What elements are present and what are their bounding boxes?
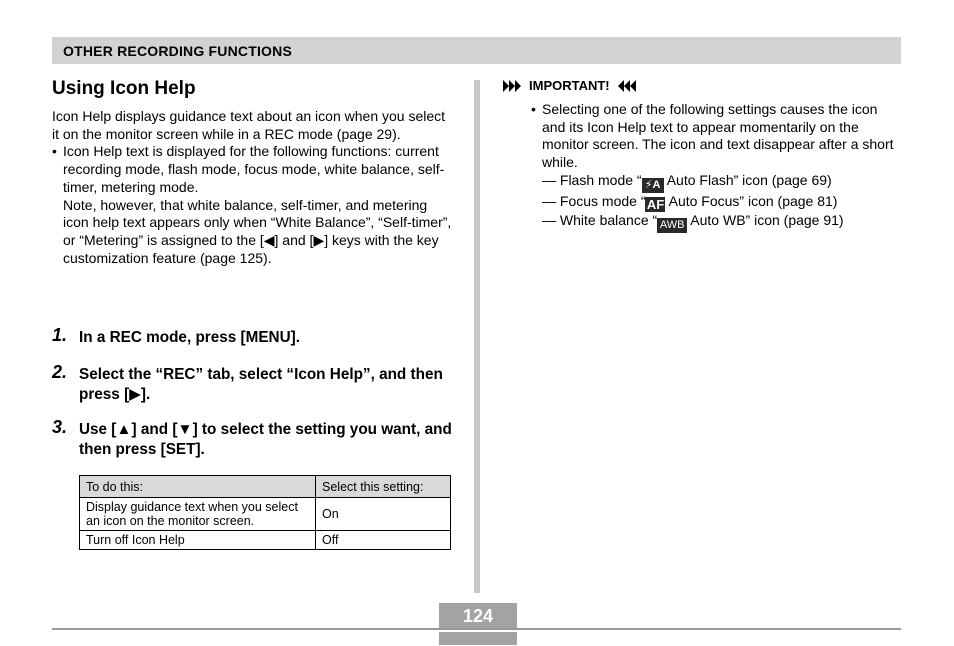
setting-item	[542, 172, 901, 193]
right-column	[503, 78, 903, 231]
table-cell: Display guidance text when you select an icon on the monitor screen.	[80, 498, 316, 531]
table-cell: Turn off Icon Help	[80, 531, 316, 550]
step-2	[52, 362, 452, 405]
step-3	[52, 417, 452, 460]
table-row	[80, 498, 451, 531]
step-number: 2.	[52, 362, 68, 382]
important-heading	[503, 78, 903, 93]
page-number-box	[439, 603, 517, 645]
setting-suffix: Auto Focus” icon (page 81)	[665, 192, 838, 209]
important-bullet	[531, 101, 901, 233]
page-title: Using Icon Help	[52, 78, 196, 99]
bullet-dot: •	[52, 143, 57, 160]
section-header-bar	[52, 37, 901, 64]
auto-focus-icon: AF	[646, 196, 665, 212]
table-header-row	[80, 476, 451, 498]
intro-paragraph	[52, 108, 452, 267]
important-right-icon	[616, 80, 636, 92]
bullet-dot: •	[531, 101, 536, 117]
table-cell: On	[316, 498, 451, 531]
flash-auto-icon: ⚡A	[642, 178, 664, 193]
table-header: Select this setting:	[316, 476, 451, 498]
page-number-tab	[439, 632, 517, 645]
step-1	[52, 325, 300, 348]
page-number: 124	[439, 603, 517, 630]
step-text: Use [▲] and [▼] to select the setting you want, and then press [SET].	[79, 421, 452, 458]
left-column	[52, 78, 452, 267]
table-row	[80, 531, 451, 550]
setting-prefix: — White balance “	[542, 211, 658, 228]
note-text: Note, however, that white balance, self-timer, and metering icon help text appears only when “White Balance”, “Self-timer”, or “Metering” is assigned to the [◀] and [▶] keys with the key customization feature (page 125).	[63, 196, 452, 266]
setting-prefix: — Flash mode “	[542, 171, 642, 188]
important-left-icon	[503, 80, 523, 92]
setting-prefix: — Focus mode “	[542, 192, 646, 209]
important-body	[531, 101, 901, 233]
important-text: Selecting one of the following settings causes the icon and its Icon Help text to appear momentarily on the monitor screen. The icon and text disappear after a short while.	[542, 101, 894, 171]
step-number: 3.	[52, 417, 68, 437]
step-number: 1.	[52, 325, 68, 345]
functions-text: Icon Help text is displayed for the following functions: current recording mode, flash mode, focus mode, white balance, self-timer, metering mode.	[63, 143, 445, 195]
column-divider	[474, 80, 480, 593]
functions-bullet	[52, 143, 452, 267]
setting-suffix: Auto WB” icon (page 91)	[687, 211, 844, 228]
auto-wb-icon: AWB	[657, 218, 687, 233]
footer-rule	[52, 628, 901, 630]
section-title: OTHER RECORDING FUNCTIONS	[63, 43, 292, 59]
table-header: To do this:	[80, 476, 316, 498]
settings-table	[79, 475, 451, 550]
setting-suffix: Auto Flash” icon (page 69)	[663, 171, 832, 188]
important-label: IMPORTANT!	[529, 78, 610, 93]
setting-item	[542, 193, 901, 212]
table-cell: Off	[316, 531, 451, 550]
step-text: In a REC mode, press [MENU].	[79, 329, 300, 346]
setting-item	[542, 212, 901, 233]
step-text: Select the “REC” tab, select “Icon Help”, and then press [▶].	[79, 366, 443, 403]
intro-text: Icon Help displays guidance text about an icon when you select it on the monitor screen while in a REC mode (page 29).	[52, 108, 446, 142]
